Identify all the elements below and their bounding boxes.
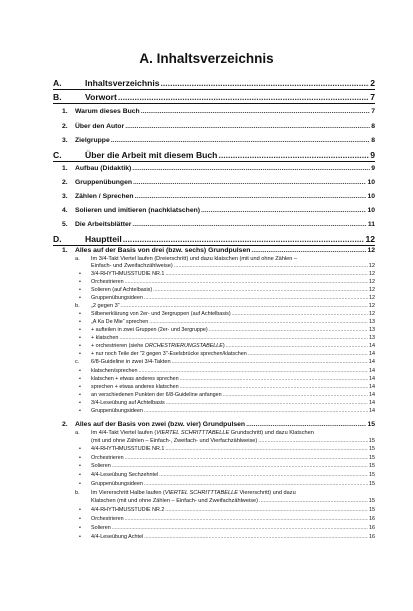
toc-entry-label: (mit und ohne Zählen – Einfach-, Zweifach- und Vierfachzählweise) xyxy=(91,438,258,444)
toc-entry-number: A. xyxy=(53,78,62,88)
toc-entry-label: Orchestrieren xyxy=(91,279,124,285)
toc-entry-number: • xyxy=(79,287,81,293)
toc-entry-number: 2. xyxy=(62,421,68,428)
toc-entry-label: Aufbau (Didaktik) xyxy=(75,165,132,172)
toc-entry[interactable] xyxy=(91,384,375,390)
dot-leader xyxy=(132,221,366,228)
toc-entry-number: c. xyxy=(75,359,80,365)
toc-entry[interactable] xyxy=(75,108,375,115)
dot-leader xyxy=(174,263,368,269)
dot-leader xyxy=(144,295,368,301)
toc-entry-number: • xyxy=(79,525,81,531)
dot-leader xyxy=(165,446,368,452)
toc-entry[interactable] xyxy=(91,490,375,496)
toc-entry-label: Im 3/4-Takt Viertel laufen (Dreierschritt) und dazu klatschen (mit und ohne Zählen – xyxy=(91,256,298,262)
dot-leader xyxy=(144,408,368,414)
toc-entry[interactable] xyxy=(75,221,375,228)
toc-page-number: 12 xyxy=(367,247,375,254)
toc-page-number: 15 xyxy=(369,507,375,513)
toc-entry[interactable] xyxy=(75,247,375,254)
toc-entry-label: 4/4-RHYTHMUSSTUDIE NR.1 xyxy=(91,446,165,452)
toc-entry-number: b. xyxy=(75,490,80,496)
toc-entry-label: Solieren xyxy=(91,463,111,469)
dot-leader xyxy=(209,327,368,333)
dot-leader xyxy=(132,165,370,172)
toc-entry[interactable] xyxy=(75,193,375,200)
dot-leader xyxy=(223,392,368,398)
toc-page-number: 15 xyxy=(367,421,375,428)
toc-page-number: 12 xyxy=(365,234,375,244)
toc-entry-number: • xyxy=(79,295,81,301)
toc-entry[interactable] xyxy=(75,123,375,130)
toc-entry-number: • xyxy=(79,351,81,357)
toc-page-number: 14 xyxy=(369,392,375,398)
toc-entry-number: 2. xyxy=(62,123,68,130)
toc-entry[interactable] xyxy=(91,279,375,285)
dot-leader xyxy=(180,384,368,390)
dot-leader xyxy=(138,368,368,374)
toc-entry-number: a. xyxy=(75,430,80,436)
toc-entry[interactable] xyxy=(91,351,375,357)
toc-entry-label: an verschiedenen Punkten der 6/8-Guideline anfangen xyxy=(91,392,222,398)
dot-leader xyxy=(159,472,368,478)
toc-entry-label: + aufteilen in zwei Gruppen (2er- und 3ergruppe) xyxy=(91,327,208,333)
toc-entry-label: Gruppenübungen xyxy=(75,179,133,186)
toc-page-number: 10 xyxy=(367,179,375,186)
dot-leader xyxy=(121,303,368,309)
toc-entry-label: Solieren xyxy=(91,525,111,531)
toc-entry-label: Inhaltsverzeichnis xyxy=(85,78,160,88)
toc-entry[interactable] xyxy=(91,438,375,444)
toc-entry[interactable] xyxy=(91,455,375,461)
toc-entry[interactable] xyxy=(85,78,375,88)
toc-entry[interactable] xyxy=(85,92,375,102)
dot-leader xyxy=(251,247,366,254)
dot-leader xyxy=(246,421,366,428)
toc-entry-number: • xyxy=(79,516,81,522)
toc-entry-label: Alles auf der Basis von drei (bzw. sechs) Grundpulsen xyxy=(75,247,251,254)
toc-page-number: 15 xyxy=(368,498,375,504)
dot-leader xyxy=(218,150,369,160)
toc-page-number: 14 xyxy=(369,343,375,349)
toc-page-number: 10 xyxy=(367,207,375,214)
toc-entry[interactable] xyxy=(85,150,375,160)
dot-leader xyxy=(144,534,368,540)
dot-leader xyxy=(125,123,370,130)
toc-entry-label: 6/8-Guideline in zwei 3/4-Takten xyxy=(91,359,171,365)
toc-entry-number: • xyxy=(79,534,81,540)
toc-entry-label: Einfach- und Zweifachzählweise) xyxy=(91,263,173,269)
toc-entry[interactable] xyxy=(91,525,375,531)
toc-entry-label: Im 4/4-Takt Viertel laufen (VIERTEL SCHRITTTABELLE Grundschritt) und dazu Klatschen xyxy=(91,430,314,436)
toc-entry-label: Orchestrieren xyxy=(91,455,124,461)
toc-page-number: 14 xyxy=(369,368,375,374)
toc-entry-label: Solieren (auf Achtelbasis) xyxy=(91,287,153,293)
toc-entry-number: • xyxy=(79,368,81,374)
toc-entry-label: + orchestrieren (siehe ORCHESTRIERUNGSTABELLE) xyxy=(91,343,225,349)
toc-page-number: 12 xyxy=(369,271,375,277)
toc-entry-label: „2 gegen 3“ xyxy=(91,303,120,309)
toc-entry-label: + nur noch Teile der "2 gegen 3"-Eselsbrücke sprechen/klatschen xyxy=(91,351,247,357)
toc-entry-label: klatschen + etwas anderes sprechen xyxy=(91,376,179,382)
toc-entry-label: Zielgruppe xyxy=(75,137,110,144)
toc-entry-number: • xyxy=(79,392,81,398)
toc-entry-label: 4/4-Leseübung Sechzehntel xyxy=(91,472,159,478)
toc-entry-number: 2. xyxy=(62,179,68,186)
toc-entry-number: B. xyxy=(53,92,62,102)
dot-leader xyxy=(111,137,370,144)
toc-entry-label: Die Arbeitsblätter xyxy=(75,221,132,228)
toc-entry[interactable] xyxy=(91,368,375,374)
toc-entry[interactable] xyxy=(91,408,375,414)
toc-entry[interactable] xyxy=(91,271,375,277)
toc-entry-number: 4. xyxy=(62,207,68,214)
dot-leader xyxy=(149,319,368,325)
dot-leader xyxy=(161,78,370,88)
section-underline xyxy=(53,89,375,90)
toc-entry[interactable] xyxy=(75,165,375,172)
toc-entry[interactable] xyxy=(91,430,375,436)
toc-entry-label: 3/4-Leseübung auf Achtelbasis xyxy=(91,400,165,406)
toc-entry-number: • xyxy=(79,319,81,325)
dot-leader xyxy=(112,525,368,531)
toc-entry-label: Über die Arbeit mit diesem Buch xyxy=(85,150,218,160)
dot-leader xyxy=(165,271,368,277)
toc-entry-label: Hauptteil xyxy=(85,234,122,244)
toc-entry-number: • xyxy=(79,481,81,487)
toc-entry-label: Zählen / Sprechen xyxy=(75,193,134,200)
toc-page-number: 15 xyxy=(368,438,375,444)
toc-entry[interactable] xyxy=(91,481,375,487)
section-underline xyxy=(53,245,375,246)
toc-entry-label: Orchestrieren xyxy=(91,516,124,522)
dot-leader xyxy=(248,351,368,357)
toc-page-number: 14 xyxy=(368,359,375,365)
toc-entry-number: • xyxy=(79,384,81,390)
dot-leader xyxy=(119,335,368,341)
toc-page-number: 15 xyxy=(369,446,375,452)
toc-entry-number: 1. xyxy=(62,165,68,172)
toc-entry-number: • xyxy=(79,335,81,341)
toc-page-number: 14 xyxy=(369,408,375,414)
toc-entry[interactable] xyxy=(91,534,375,540)
toc-entry[interactable] xyxy=(91,359,375,365)
dot-leader xyxy=(125,279,368,285)
toc-entry-label: Im Viererschritt Halbe laufen (VIERTEL SCHRITTTABELLE Viererschritt) und dazu xyxy=(91,490,296,496)
toc-entry-number: 1. xyxy=(62,108,68,115)
dot-leader xyxy=(258,438,368,444)
toc-entry-number: • xyxy=(79,311,81,317)
toc-entry-number: • xyxy=(79,408,81,414)
toc-page-number: 16 xyxy=(369,534,375,540)
toc-entry[interactable] xyxy=(91,327,375,333)
toc-entry-label: Gruppenübungsideen xyxy=(91,295,143,301)
toc-entry-number: • xyxy=(79,343,81,349)
toc-page-number: 16 xyxy=(369,525,375,531)
toc-entry[interactable] xyxy=(91,463,375,469)
dot-leader xyxy=(118,92,369,102)
toc-entry[interactable] xyxy=(91,263,375,269)
toc-entry[interactable] xyxy=(91,343,375,349)
toc-entry-label: 4/4-RHYTHMUSSTUDIE NR.2 xyxy=(91,507,165,513)
toc-page-number: 15 xyxy=(369,455,375,461)
toc-entry[interactable] xyxy=(91,498,375,504)
toc-page-number: 15 xyxy=(369,463,375,469)
toc-entry[interactable] xyxy=(91,507,375,513)
toc-entry-label: Über den Autor xyxy=(75,123,125,130)
toc-entry-label: + klatschen xyxy=(91,335,119,341)
toc-page-number: 13 xyxy=(369,327,375,333)
toc-page-number: 9 xyxy=(371,165,375,172)
toc-entry-label: Silbenerklärung von 2er- und 3ergruppen (auf Achtelbasis) xyxy=(91,311,231,317)
toc-entry[interactable] xyxy=(91,303,375,309)
dot-leader xyxy=(165,507,368,513)
toc-page-number: 7 xyxy=(370,92,375,102)
toc-entry-label: Gruppenübungsideen xyxy=(91,481,143,487)
toc-entry-number: 3. xyxy=(62,137,68,144)
toc-entry-number: 5. xyxy=(62,221,68,228)
toc-entry-number: • xyxy=(79,400,81,406)
toc-entry[interactable] xyxy=(91,311,375,317)
toc-entry[interactable] xyxy=(91,376,375,382)
toc-entry[interactable] xyxy=(91,392,375,398)
toc-page-number: 12 xyxy=(369,287,375,293)
dot-leader xyxy=(166,400,368,406)
toc-entry-number: 3. xyxy=(62,193,68,200)
toc-page-number: 15 xyxy=(369,472,375,478)
toc-entry[interactable] xyxy=(75,421,375,428)
toc-entry-number: • xyxy=(79,507,81,513)
toc-entry[interactable] xyxy=(91,335,375,341)
dot-leader xyxy=(259,498,368,504)
toc-entry-label: klatschen/sprechen xyxy=(91,368,138,374)
toc-page-number: 14 xyxy=(369,400,375,406)
toc-page-number: 15 xyxy=(369,481,375,487)
toc-entry[interactable] xyxy=(85,234,375,244)
toc-entry-label: 4/4-Leseübung Achtel xyxy=(91,534,144,540)
toc-page-number: 12 xyxy=(369,279,375,285)
dot-leader xyxy=(144,481,368,487)
toc-page-number: 12 xyxy=(369,311,375,317)
toc-entry-number: 1. xyxy=(62,247,68,254)
toc-entry-label: Klatschen (mit und ohne Zählen – Einfach- und Zweifachzählweise) xyxy=(91,498,258,504)
toc-page-number: 13 xyxy=(369,335,375,341)
toc-entry[interactable] xyxy=(91,516,375,522)
toc-page-number: 9 xyxy=(370,150,375,160)
dot-leader xyxy=(172,359,368,365)
toc-entry-label: Alles auf der Basis von zwei (bzw. vier) Grundpulsen xyxy=(75,421,246,428)
dot-leader xyxy=(135,193,367,200)
section-underline xyxy=(53,103,375,104)
toc-page-number: 12 xyxy=(368,303,375,309)
toc-page-number: 16 xyxy=(369,516,375,522)
toc-entry[interactable] xyxy=(91,319,375,325)
dot-leader xyxy=(226,343,368,349)
toc-entry-label: Gruppenübungsideen xyxy=(91,408,143,414)
dot-leader xyxy=(112,463,368,469)
dot-leader xyxy=(180,376,368,382)
toc-page-number: 13 xyxy=(369,319,375,325)
toc-page-number: 8 xyxy=(371,137,375,144)
dot-leader xyxy=(201,207,366,214)
toc-entry-number: • xyxy=(79,271,81,277)
section-underline xyxy=(53,161,375,162)
toc-entry-label: sprechen + etwas anderes klatschen xyxy=(91,384,179,390)
toc-entry-number: • xyxy=(79,446,81,452)
toc-entry-number: • xyxy=(79,463,81,469)
toc-entry-label: Vorwort xyxy=(85,92,117,102)
dot-leader xyxy=(141,108,371,115)
toc-entry[interactable] xyxy=(91,446,375,452)
toc-page-number: 10 xyxy=(367,193,375,200)
toc-entry-number: • xyxy=(79,472,81,478)
toc-page-number: 2 xyxy=(370,78,375,88)
toc-entry-label: Solieren und imitieren (nachklatschen) xyxy=(75,207,201,214)
dot-leader xyxy=(125,455,368,461)
dot-leader xyxy=(133,179,366,186)
toc-entry[interactable] xyxy=(75,137,375,144)
toc-entry[interactable] xyxy=(75,179,375,186)
toc-entry[interactable] xyxy=(91,472,375,478)
toc-page-number: 14 xyxy=(369,351,375,357)
toc-entry-number: D. xyxy=(53,234,62,244)
toc-page-number: 14 xyxy=(369,384,375,390)
toc-entry[interactable] xyxy=(91,256,375,262)
toc-entry-label: 3/4-RHYTHMUSSTUDIE NR.1 xyxy=(91,271,165,277)
toc-page-number: 8 xyxy=(371,123,375,130)
toc-page-number: 12 xyxy=(369,295,375,301)
toc-page-number: 12 xyxy=(368,263,375,269)
toc-entry[interactable] xyxy=(91,400,375,406)
toc-entry-number: a. xyxy=(75,256,80,262)
toc-entry-number: C. xyxy=(53,150,62,160)
toc-entry-label: Warum dieses Buch xyxy=(75,108,140,115)
toc-page-number: 11 xyxy=(367,221,375,228)
toc-page-number: 7 xyxy=(371,108,375,115)
toc-entry[interactable] xyxy=(91,295,375,301)
toc-entry-number: b. xyxy=(75,303,80,309)
toc-entry-number: • xyxy=(79,327,81,333)
toc-entry-number: • xyxy=(79,279,81,285)
toc-entry[interactable] xyxy=(91,287,375,293)
page-title: A. Inhaltsverzeichnis xyxy=(139,51,274,66)
dot-leader xyxy=(153,287,368,293)
dot-leader xyxy=(123,234,365,244)
dot-leader xyxy=(125,516,368,522)
toc-entry[interactable] xyxy=(75,207,375,214)
dot-leader xyxy=(232,311,368,317)
toc-entry-number: • xyxy=(79,376,81,382)
toc-page-number: 14 xyxy=(369,376,375,382)
toc-entry-number: • xyxy=(79,455,81,461)
toc-entry-label: „A Ka De Mie“ sprechen xyxy=(91,319,149,325)
